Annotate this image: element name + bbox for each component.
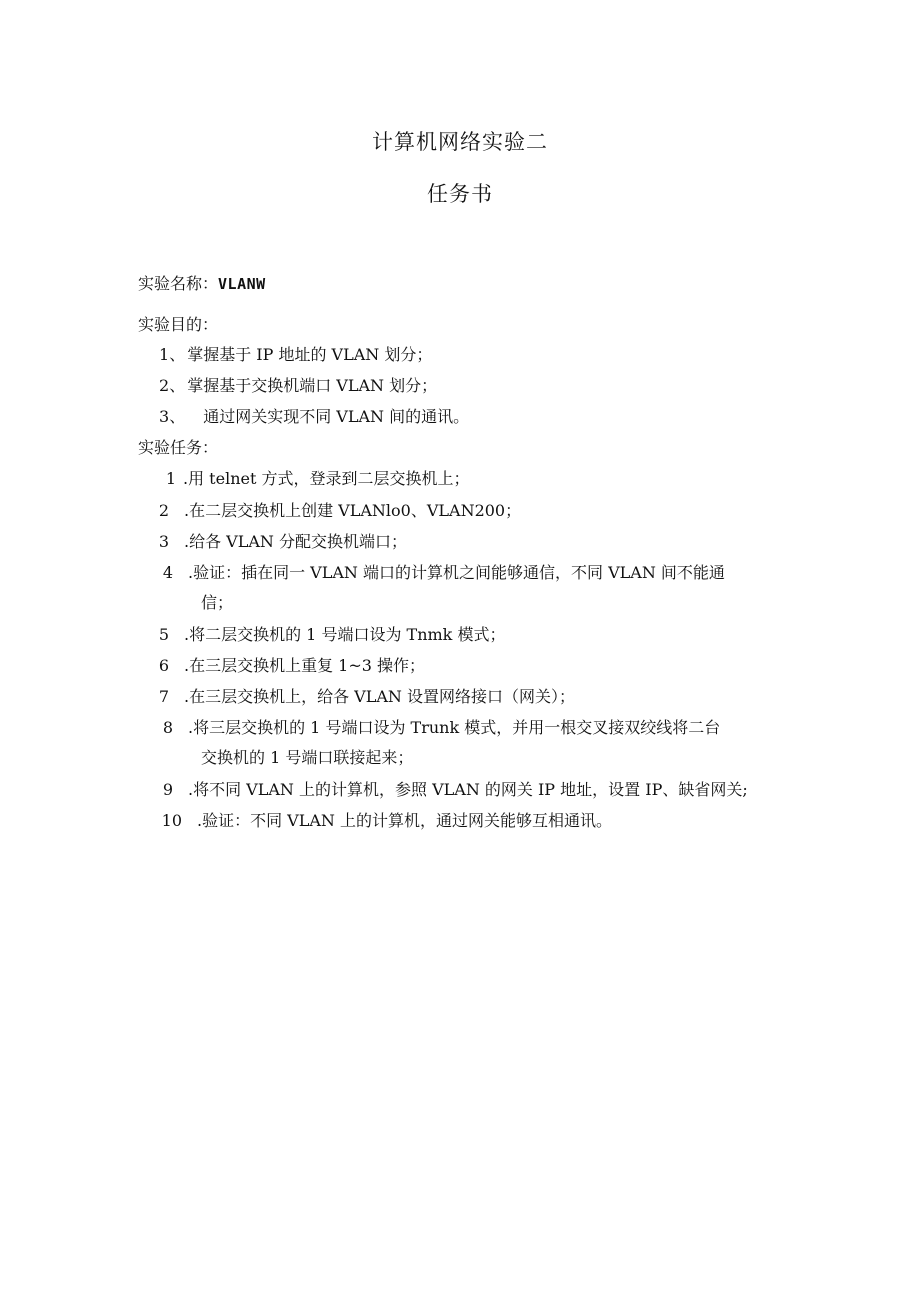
objective-text: 掌握基于交换机端口 VLAN 划分； <box>187 376 438 395</box>
task-number: 5 <box>158 625 169 644</box>
task-text: .验证：插在同一 VLAN 端口的计算机之间能够通信，不同 VLAN 间不能通 <box>188 563 725 582</box>
objective-separator: 、 <box>169 407 186 426</box>
task-number: 4 <box>162 563 173 582</box>
task-text: .在三层交换机上重复 1~3 操作； <box>184 656 426 675</box>
experiment-name-line <box>138 274 266 294</box>
objective-item <box>159 345 432 365</box>
task-text: .在三层交换机上，给各 VLAN 设置网络接口（网关）； <box>184 687 575 706</box>
experiment-name-label: 实验名称： <box>138 274 219 293</box>
task-text-continuation: 信； <box>201 593 234 612</box>
task-number: 6 <box>158 656 169 675</box>
objective-separator: 、 <box>169 345 186 364</box>
task-number: 10 <box>161 811 182 830</box>
task-number: 1 <box>165 469 176 488</box>
objective-text: 通过网关实现不同 VLAN 间的通讯。 <box>203 407 470 426</box>
objective-number: 3 <box>159 407 170 426</box>
task-number: 7 <box>158 687 169 706</box>
task-number: 3 <box>158 532 169 551</box>
task-text-continuation: 交换机的 1 号端口联接起来； <box>201 748 414 767</box>
task-number: 2 <box>158 501 169 520</box>
task-text: .将三层交换机的 1 号端口设为 Trunk 模式，并用一根交叉接双绞线将二台 <box>188 718 721 737</box>
objective-item <box>159 376 437 396</box>
task-text: .给各 VLAN 分配交换机端口； <box>184 532 407 551</box>
task-text: .将不同 VLAN 上的计算机，参照 VLAN 的网关 IP 地址，设置 IP、缺省网关; <box>188 780 748 799</box>
tasks-label: 实验任务： <box>138 438 219 457</box>
task-text: .在二层交换机上创建 VLANlo0、VLAN200； <box>184 501 522 520</box>
document-subtitle: 任务书 <box>427 182 493 206</box>
objective-item <box>159 407 469 427</box>
objective-separator: 、 <box>169 376 186 395</box>
objectives-label: 实验目的： <box>138 315 219 334</box>
task-text: .验证：不同 VLAN 上的计算机，通过网关能够互相通讯。 <box>197 811 612 830</box>
objective-number: 2 <box>159 376 170 395</box>
document-title: 计算机网络实验二 <box>372 130 548 154</box>
task-text: .用 telnet 方式，登录到二层交换机上； <box>183 469 470 488</box>
task-number: 8 <box>162 718 173 737</box>
task-number: 9 <box>162 780 173 799</box>
objective-number: 1 <box>159 345 170 364</box>
task-text: .将二层交换机的 1 号端口设为 Tnmk 模式； <box>184 625 506 644</box>
objective-text: 掌握基于 IP 地址的 VLAN 划分； <box>187 345 433 364</box>
experiment-name-value: VLANW <box>218 275 266 293</box>
